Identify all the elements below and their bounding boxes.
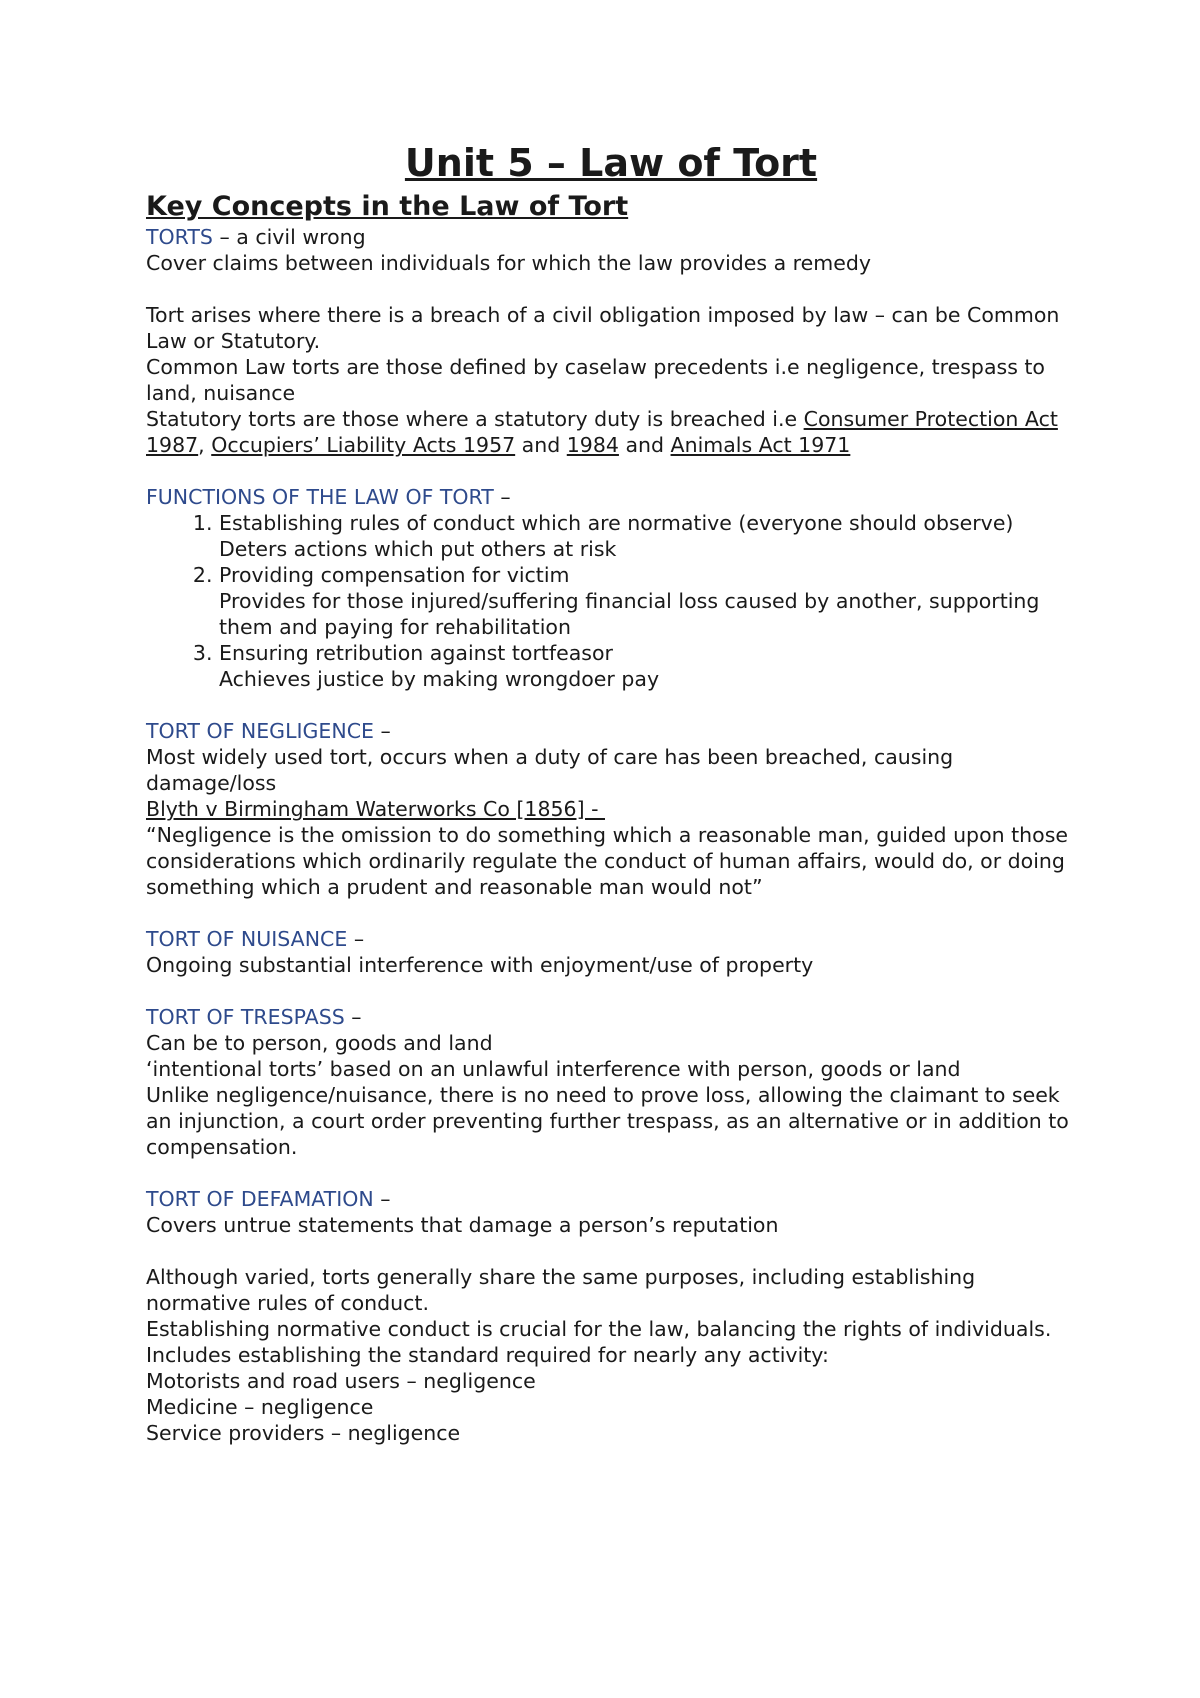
page-title: Unit 5 – Law of Tort [404, 141, 818, 185]
tort-arises-text: Tort arises where there is a breach of a civil obligation imposed by law – can be Common Law or Statutory. [146, 303, 1060, 353]
function-detail: Provides for those injured/suffering financial loss caused by another, supporting them and paying for rehabilitation [219, 589, 1040, 639]
function-detail: Achieves justice by making wrongdoer pay [219, 667, 660, 691]
separator-comma: , [198, 433, 212, 457]
example-item: Service providers – negligence [146, 1421, 461, 1445]
nuisance-heading: TORT OF NUISANCE [146, 927, 348, 951]
trespass-line-3: Unlike negligence/nuisance, there is no need to prove loss, allowing the claimant to seek an injunction, a court order preventing further trespass, as an alternative or in addition to compensation. [146, 1083, 1069, 1159]
nuisance-text: Ongoing substantial interference with enjoyment/use of property [146, 953, 814, 977]
common-law-text: Common Law torts are those defined by caselaw precedents i.e negligence, trespass to land, nuisance [146, 355, 1045, 405]
negligence-text: Most widely used tort, occurs when a duty of care has been breached, causing damage/loss [146, 745, 954, 795]
functions-heading: FUNCTIONS OF THE LAW OF TORT [146, 485, 494, 509]
act-consumer-protection: Consumer Protection Act 1987 [146, 407, 1058, 457]
closing-line-3: Includes establishing the standard required for nearly any activity: [146, 1343, 829, 1367]
act-1984: 1984 [566, 433, 619, 457]
section-subtitle: Key Concepts in the Law of Tort [146, 191, 629, 222]
spacer [146, 276, 1076, 302]
list-item [219, 562, 1076, 640]
statutory-torts-text [146, 406, 1076, 458]
function-title: Establishing rules of conduct which are normative (everyone should observe) [219, 511, 1014, 535]
function-title: Providing compensation for victim [219, 563, 570, 587]
heading-dash: – [373, 1187, 391, 1211]
act-occupiers-liability: Occupiers’ Liability Acts 1957 [211, 433, 516, 457]
negligence-quote: “Negligence is the omission to do something which a reasonable man, guided upon those considerations which ordinarily regulate the conduct of human affairs, would do, or doing something which a prudent and reasonable man would not” [146, 823, 1068, 899]
heading-dash: – [347, 927, 365, 951]
negligence-heading-line [146, 718, 1076, 744]
trespass-heading: TORT OF TRESPASS [146, 1005, 345, 1029]
heading-dash: – [493, 485, 511, 509]
functions-heading-line [146, 484, 1076, 510]
trespass-heading-line [146, 1004, 1076, 1030]
example-item: Medicine – negligence [146, 1395, 374, 1419]
spacer [146, 458, 1076, 484]
function-detail: Deters actions which put others at risk [219, 537, 617, 561]
heading-dash: – [344, 1005, 362, 1029]
spacer [146, 1238, 1076, 1264]
closing-line-2: Establishing normative conduct is crucial for the law, balancing the rights of individuals. [146, 1317, 1052, 1341]
spacer [146, 978, 1076, 1004]
torts-def-text: – a civil wrong [212, 225, 366, 249]
negligence-case: Blyth v Birmingham Waterworks Co [1856] - [146, 797, 605, 821]
defamation-heading-line [146, 1186, 1076, 1212]
function-title: Ensuring retribution against tortfeasor [219, 641, 613, 665]
spacer [146, 692, 1076, 718]
nuisance-heading-line [146, 926, 1076, 952]
heading-dash: – [373, 719, 391, 743]
defamation-text: Covers untrue statements that damage a person’s reputation [146, 1213, 779, 1237]
act-animals: Animals Act 1971 [670, 433, 851, 457]
separator-and: and [618, 433, 671, 457]
torts-heading: TORTS [146, 225, 213, 249]
torts-definition [146, 224, 1076, 250]
closing-line-1: Although varied, torts generally share the same purposes, including establishing normative rules of conduct. [146, 1265, 976, 1315]
separator-and: and [515, 433, 567, 457]
list-item [219, 640, 1076, 692]
cover-claims-text: Cover claims between individuals for which the law provides a remedy [146, 251, 871, 275]
functions-list [146, 510, 1076, 692]
example-item: Motorists and road users – negligence [146, 1369, 536, 1393]
statutory-prefix: Statutory torts are those where a statutory duty is breached i.e [146, 407, 804, 431]
spacer [146, 1160, 1076, 1186]
document-page [146, 140, 1076, 1446]
defamation-heading: TORT OF DEFAMATION [146, 1187, 374, 1211]
negligence-heading: TORT OF NEGLIGENCE [146, 719, 374, 743]
list-item [219, 510, 1076, 562]
spacer [146, 900, 1076, 926]
trespass-line-1: Can be to person, goods and land [146, 1031, 493, 1055]
trespass-line-2: ‘intentional torts’ based on an unlawful interference with person, goods or land [146, 1057, 961, 1081]
